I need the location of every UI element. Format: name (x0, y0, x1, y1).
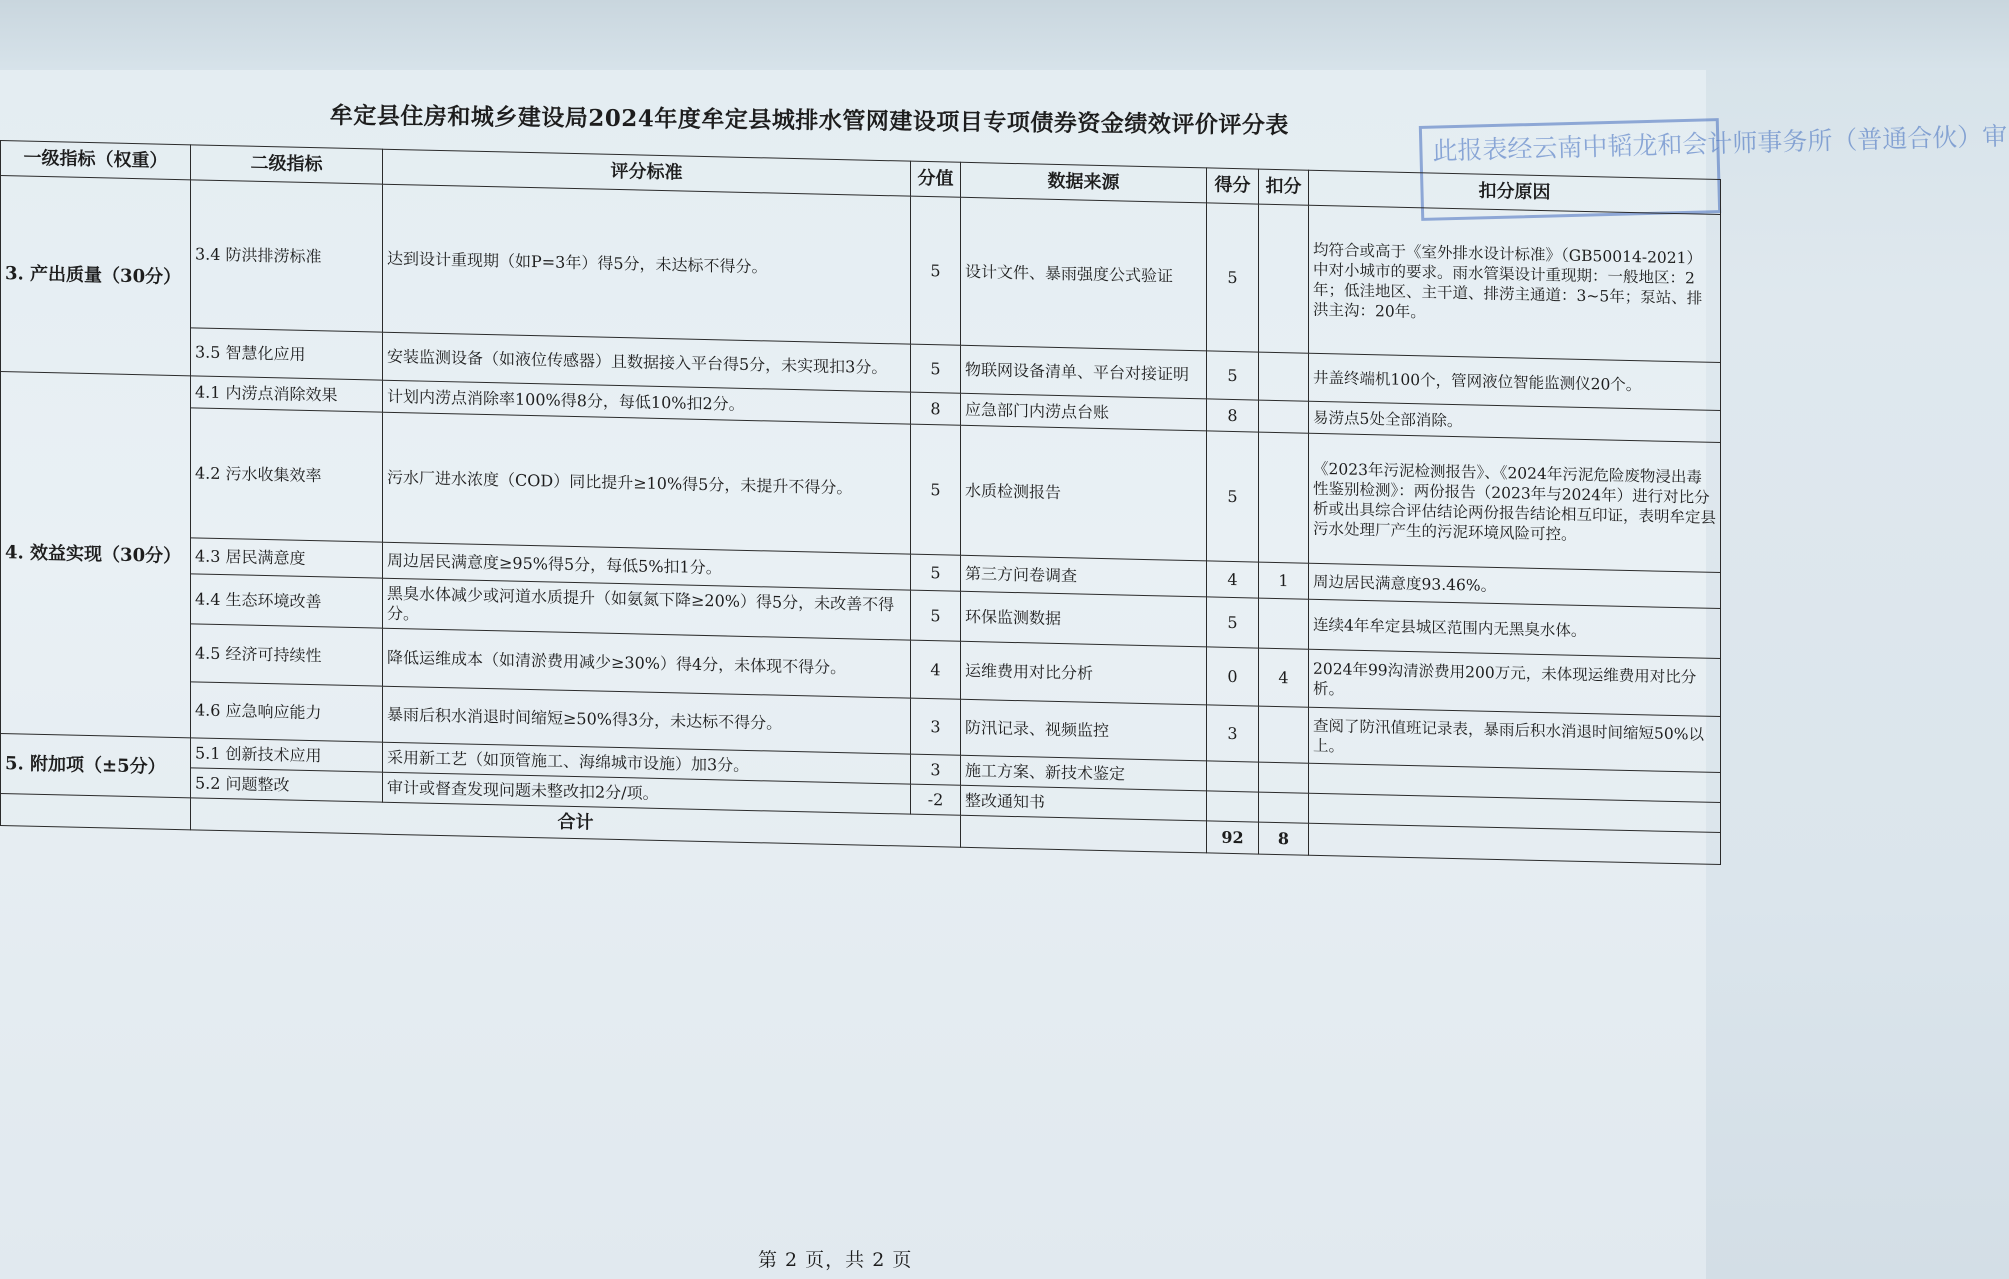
level2-cell: 5.2 问题整改 (191, 768, 383, 802)
points-cell: 5 (911, 554, 961, 591)
deduct-cell (1259, 762, 1309, 793)
source-cell: 应急部门内涝点台账 (961, 393, 1207, 431)
score-cell: 5 (1207, 203, 1259, 352)
points-cell: 3 (911, 754, 961, 785)
group-label: 3. 产出质量（30分） (1, 176, 191, 376)
points-cell: 3 (911, 698, 961, 755)
total-source-cell (961, 815, 1207, 853)
criteria-cell: 审计或督查发现问题未整改扣2分/项。 (383, 772, 911, 814)
score-cell: 5 (1207, 597, 1259, 648)
score-cell: 5 (1207, 351, 1259, 400)
deduct-cell (1259, 598, 1309, 649)
score-cell: 0 (1207, 647, 1259, 706)
reason-cell: 连续4年牟定县城区范围内无黑臭水体。 (1309, 599, 1721, 658)
deduct-cell (1259, 400, 1309, 433)
level2-cell: 4.6 应急响应能力 (191, 682, 383, 742)
score-cell: 5 (1207, 431, 1259, 562)
criteria-cell: 达到设计重现期（如P=3年）得5分，未达标不得分。 (383, 184, 911, 344)
group-label: 5. 附加项（±5分） (1, 734, 191, 798)
level2-cell: 3.5 智慧化应用 (191, 328, 383, 380)
total-score: 92 (1207, 821, 1259, 854)
score-table (0, 140, 1721, 865)
points-cell: 5 (911, 590, 961, 641)
header-level2: 二级指标 (191, 145, 383, 184)
score-cell (1207, 761, 1259, 792)
reason-cell: 查阅了防汛值班记录表，暴雨后积水消退时间缩短50%以上。 (1309, 707, 1721, 772)
criteria-cell: 周边居民满意度≥95%得5分，每低5%扣1分。 (383, 542, 911, 590)
reason-cell: 井盖终端机100个，管网液位智能监测仪20个。 (1309, 353, 1721, 410)
reason-cell: 均符合或高于《室外排水设计标准》（GB50014-2021）中对小城市的要求。雨水管渠设计重现期：一般地区：2年；低洼地区、主干道、排涝主通道：3~5年；泵站、排洪主沟：20年。 (1309, 205, 1721, 362)
criteria-cell: 降低运维成本（如清淤费用减少≥30%）得4分，未体现不得分。 (383, 628, 911, 698)
level2-cell: 3.4 防洪排涝标准 (191, 180, 383, 332)
criteria-cell: 采用新工艺（如顶管施工、海绵城市设施）加3分。 (383, 742, 911, 784)
document-title: 牟定县住房和城乡建设局2024年度牟定县城排水管网建设项目专项债券资金绩效评价评分表 (329, 101, 1289, 140)
points-cell: 5 (911, 424, 961, 555)
points-cell: 5 (911, 196, 961, 345)
points-cell: 8 (911, 392, 961, 425)
score-cell: 4 (1207, 561, 1259, 598)
header-criteria: 评分标准 (383, 149, 911, 196)
criteria-cell: 暴雨后积水消退时间缩短≥50%得3分，未达标不得分。 (383, 686, 911, 754)
score-table-wrap (0, 140, 1717, 865)
level2-cell: 4.2 污水收集效率 (191, 408, 383, 542)
source-cell: 防汛记录、视频监控 (961, 699, 1207, 761)
source-cell: 水质检测报告 (961, 425, 1207, 561)
deduct-cell (1259, 432, 1309, 563)
level2-cell: 5.1 创新技术应用 (191, 738, 383, 772)
deduct-cell (1259, 792, 1309, 823)
deduct-cell: 4 (1259, 648, 1309, 707)
header-deduct: 扣分 (1259, 169, 1309, 205)
score-cell: 8 (1207, 399, 1259, 432)
source-cell: 施工方案、新技术鉴定 (961, 755, 1207, 791)
reason-cell: 2024年99沟清淤费用200万元，未体现运维费用对比分析。 (1309, 649, 1721, 716)
deduct-cell: 1 (1259, 562, 1309, 599)
criteria-cell: 黑臭水体减少或河道水质提升（如氨氮下降≥20%）得5分，未改善不得分。 (383, 578, 911, 640)
source-cell: 环保监测数据 (961, 591, 1207, 647)
total-label: 合计 (191, 798, 961, 847)
criteria-cell: 计划内涝点消除率100%得8分，每低10%扣2分。 (383, 380, 911, 424)
page-footer: 第 2 页，共 2 页 (758, 1249, 913, 1271)
level2-cell: 4.1 内涝点消除效果 (191, 376, 383, 412)
audit-stamp: 此报表经云南中韬龙和会计师事务所（普通合伙）审 (1419, 118, 1721, 221)
header-reason: 扣分原因 (1309, 170, 1721, 214)
group-label: 4. 效益实现（30分） (1, 372, 191, 738)
source-cell: 第三方问卷调查 (961, 555, 1207, 597)
header-score: 得分 (1207, 168, 1259, 204)
deduct-cell (1259, 352, 1309, 401)
header-points: 分值 (911, 161, 961, 197)
total-deduct: 8 (1259, 822, 1309, 855)
reason-cell: 周边居民满意度93.46%。 (1309, 563, 1721, 608)
source-cell: 设计文件、暴雨强度公式验证 (961, 197, 1207, 351)
reason-cell: 《2023年污泥检测报告》、《2024年污泥危险废物浸出毒性鉴别检测》：两份报告（2023年与2024年）进行对比分析或出具综合评估结论两份报告结论相互印证，表明牟定县污水处理厂产生的污泥环境风险可控。 (1309, 433, 1721, 572)
points-cell: -2 (911, 784, 961, 815)
score-cell (1207, 791, 1259, 822)
header-source: 数据来源 (961, 162, 1207, 203)
points-cell: 5 (911, 344, 961, 393)
level2-cell: 4.4 生态环境改善 (191, 574, 383, 628)
deduct-cell (1259, 204, 1309, 353)
total-empty-cell (1, 794, 191, 830)
source-cell: 整改通知书 (961, 785, 1207, 821)
source-cell: 物联网设备清单、平台对接证明 (961, 345, 1207, 399)
criteria-cell: 安装监测设备（如液位传感器）且数据接入平台得5分，未实现扣3分。 (383, 332, 911, 392)
header-level1: 一级指标（权重） (1, 141, 191, 180)
source-cell: 运维费用对比分析 (961, 641, 1207, 705)
deduct-cell (1259, 706, 1309, 763)
score-cell: 3 (1207, 705, 1259, 762)
criteria-cell: 污水厂进水浓度（COD）同比提升≥10%得5分，未提升不得分。 (383, 412, 911, 554)
level2-cell: 4.5 经济可持续性 (191, 624, 383, 686)
level2-cell: 4.3 居民满意度 (191, 538, 383, 578)
reason-cell: 易涝点5处全部消除。 (1309, 401, 1721, 442)
points-cell: 4 (911, 640, 961, 699)
